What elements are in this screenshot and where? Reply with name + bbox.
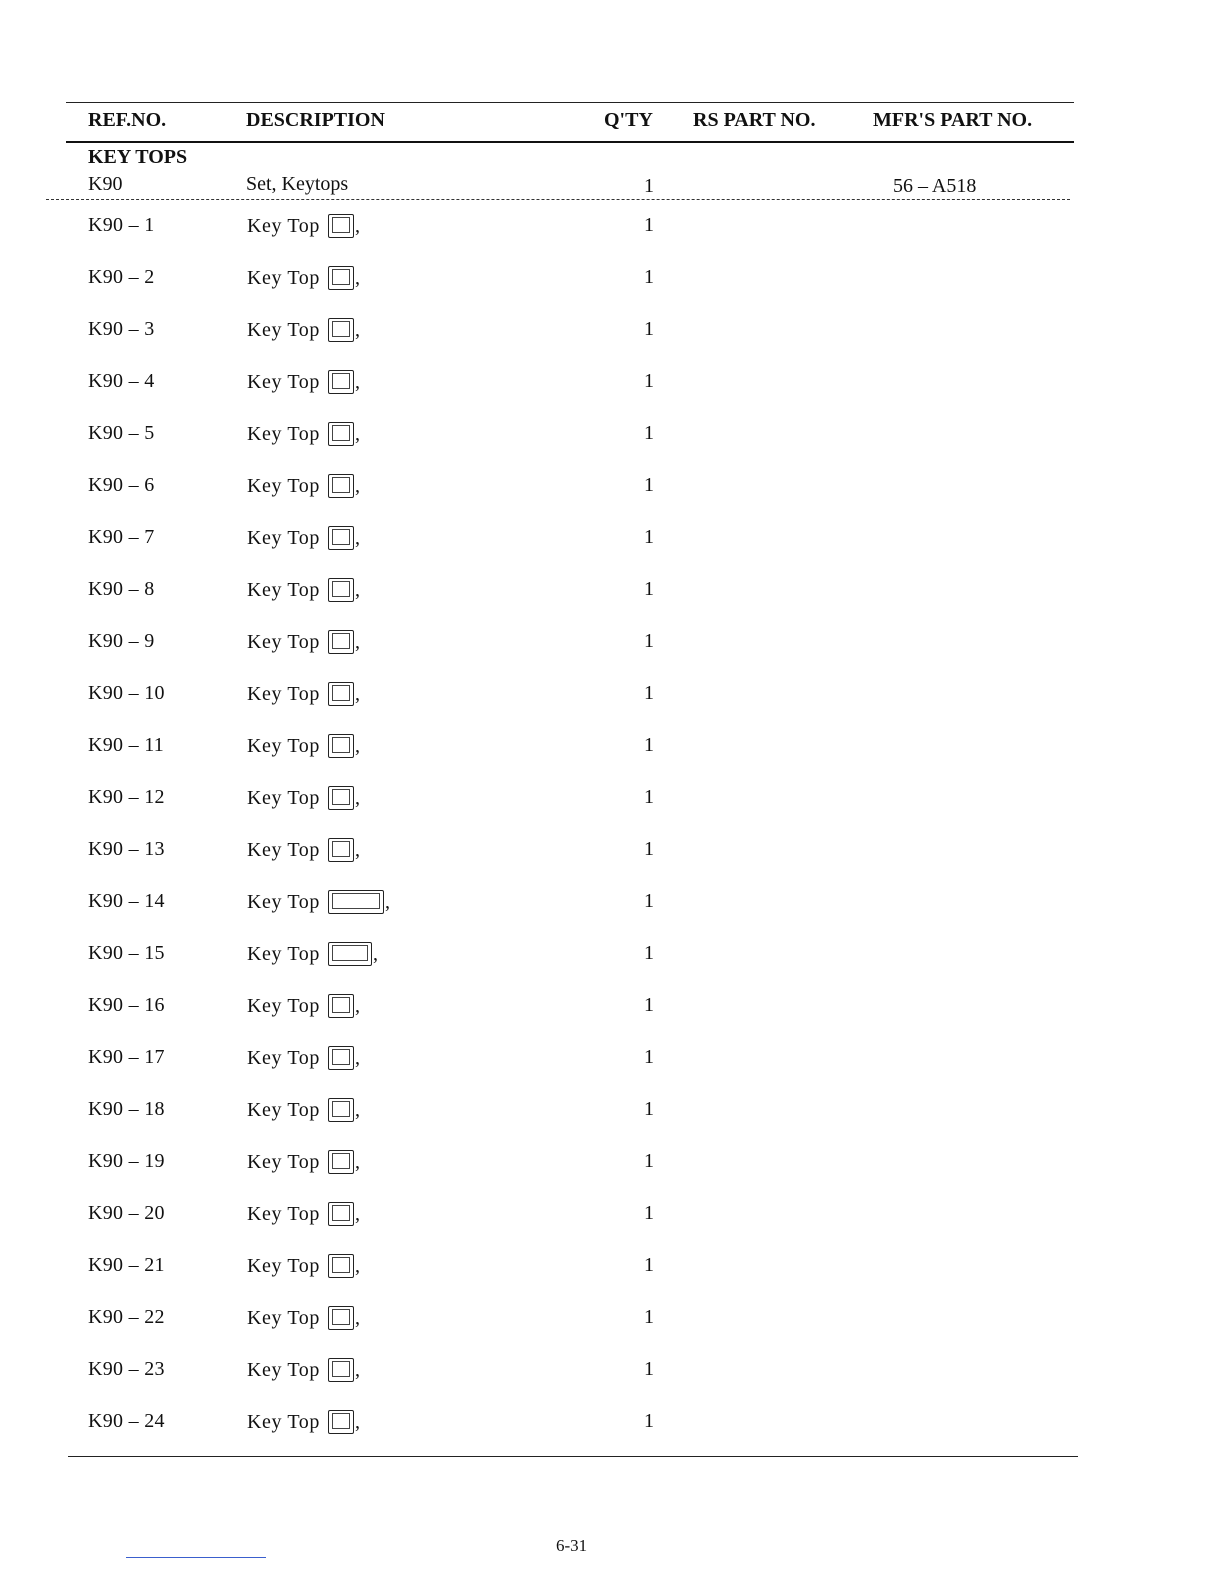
row-description <box>247 1150 361 1174</box>
row-description <box>247 1202 361 1226</box>
row-description-text: Key Top <box>247 838 320 861</box>
row-ref-no: K90 – 21 <box>88 1254 165 1276</box>
table-row <box>0 1098 1224 1150</box>
description-comma: , <box>354 578 361 601</box>
top-rule <box>66 102 1074 103</box>
parts-list <box>0 214 1224 1462</box>
row-description <box>247 682 361 706</box>
description-comma: , <box>354 1098 361 1121</box>
row-ref-no: K90 – 3 <box>88 318 155 340</box>
row-ref-no: K90 – 12 <box>88 786 165 808</box>
row-description-text: Key Top <box>247 1254 320 1277</box>
row-description-text: Key Top <box>247 1046 320 1069</box>
table-row <box>0 578 1224 630</box>
row-qty: 1 <box>644 1410 654 1432</box>
keycap-backspace-icon <box>328 890 384 914</box>
row-description <box>247 734 361 758</box>
section-title: KEY TOPS <box>88 146 188 168</box>
keycap-3-icon <box>328 370 354 394</box>
keycap-0-icon <box>328 734 354 758</box>
keycap-i-icon <box>328 1358 354 1382</box>
row-description <box>247 266 361 290</box>
description-comma: , <box>354 1202 361 1225</box>
description-comma: , <box>354 318 361 341</box>
table-row <box>0 942 1224 994</box>
row-qty: 1 <box>644 422 654 444</box>
row-ref-no: K90 – 23 <box>88 1358 165 1380</box>
bottom-rule <box>68 1456 1078 1457</box>
keycap-t-icon <box>328 1202 354 1226</box>
row-description-text: Key Top <box>247 422 320 445</box>
row-qty: 1 <box>644 214 654 236</box>
row-description-text: Key Top <box>247 734 320 757</box>
description-comma: , <box>354 1150 361 1173</box>
row-qty: 1 <box>644 1254 654 1276</box>
row-description <box>247 422 361 446</box>
description-comma: , <box>354 422 361 445</box>
header-mfr-part-no: MFR'S PART NO. <box>873 109 1033 131</box>
row-description-text: Key Top <box>247 630 320 653</box>
row-qty: 1 <box>644 890 654 912</box>
page-number: 6-31 <box>556 1536 588 1555</box>
description-comma: , <box>354 474 361 497</box>
keycap-e-icon <box>328 1098 354 1122</box>
row-ref-no: K90 – 13 <box>88 838 165 860</box>
row-description <box>247 890 391 914</box>
row-description-text: Key Top <box>247 1306 320 1329</box>
keycap-8-icon <box>328 630 354 654</box>
row-description-text: Key Top <box>247 994 320 1017</box>
description-comma: , <box>354 786 361 809</box>
row-qty: 1 <box>644 630 654 652</box>
keycap-1-icon <box>328 266 354 290</box>
header-rule <box>66 141 1074 143</box>
row-ref-no: K90 – 15 <box>88 942 165 964</box>
table-row <box>0 318 1224 370</box>
row-qty: 1 <box>644 578 654 600</box>
description-comma: , <box>354 370 361 393</box>
row-description <box>247 630 361 654</box>
row-description-text: Key Top <box>247 1098 320 1121</box>
row-description-text: Key Top <box>247 526 320 549</box>
row-qty: 1 <box>644 474 654 496</box>
row-description-text: Key Top <box>247 1410 320 1433</box>
keycap-2-icon <box>328 318 354 342</box>
keycap-w-icon <box>328 1046 354 1070</box>
table-row <box>0 266 1224 318</box>
row-description-text: Key Top <box>247 370 320 393</box>
table-row <box>0 838 1224 890</box>
header-qty: Q'TY <box>604 109 653 131</box>
table-row <box>0 214 1224 266</box>
row-description <box>247 214 361 238</box>
row-qty: 1 <box>644 1150 654 1172</box>
row-qty: 1 <box>644 526 654 548</box>
row-qty: 1 <box>644 370 654 392</box>
row-ref-no: K90 – 7 <box>88 526 155 548</box>
header-ref-no: REF.NO. <box>88 109 167 131</box>
keycap-q-icon <box>328 994 354 1018</box>
row-description-text: Key Top <box>247 318 320 341</box>
description-comma: , <box>354 1306 361 1329</box>
description-comma: , <box>354 994 361 1017</box>
table-row <box>0 1410 1224 1462</box>
row-ref-no: K90 – 20 <box>88 1202 165 1224</box>
table-row <box>0 786 1224 838</box>
row-description <box>247 1254 361 1278</box>
row-description <box>247 786 361 810</box>
row-ref-no: K90 – 24 <box>88 1410 165 1432</box>
row-qty: 1 <box>644 838 654 860</box>
row-description <box>247 838 361 862</box>
keycap-9-icon <box>328 682 354 706</box>
description-comma: , <box>354 1254 361 1277</box>
row-ref-no: K90 – 2 <box>88 266 155 288</box>
description-comma: , <box>354 734 361 757</box>
row-ref-no: K90 – 14 <box>88 890 165 912</box>
keycap-y-icon <box>328 1254 354 1278</box>
row-description <box>247 942 379 966</box>
description-comma: , <box>354 214 361 237</box>
set-mfr-part-no: 56 – A518 <box>893 175 977 197</box>
table-row <box>0 1254 1224 1306</box>
table-row <box>0 994 1224 1046</box>
keycap-7-icon <box>328 578 354 602</box>
row-description <box>247 1046 361 1070</box>
keycap-u-icon <box>328 1306 354 1330</box>
row-description <box>247 578 361 602</box>
table-row <box>0 1306 1224 1358</box>
keycap-5-icon <box>328 474 354 498</box>
keycap-equals-icon <box>328 838 354 862</box>
row-description-text: Key Top <box>247 474 320 497</box>
row-qty: 1 <box>644 266 654 288</box>
table-row <box>0 682 1224 734</box>
row-ref-no: K90 – 11 <box>88 734 165 756</box>
keycap-o-icon <box>328 1410 354 1434</box>
row-description <box>247 526 361 550</box>
row-qty: 1 <box>644 1306 654 1328</box>
row-description-text: Key Top <box>247 266 320 289</box>
table-row <box>0 1358 1224 1410</box>
table-row <box>0 1202 1224 1254</box>
row-ref-no: K90 – 9 <box>88 630 155 652</box>
set-description: Set, Keytops <box>246 173 349 195</box>
row-qty: 1 <box>644 682 654 704</box>
row-description <box>247 994 361 1018</box>
row-ref-no: K90 – 4 <box>88 370 155 392</box>
row-ref-no: K90 – 5 <box>88 422 155 444</box>
description-comma: , <box>354 1410 361 1433</box>
row-description-text: Key Top <box>247 1150 320 1173</box>
table-row <box>0 370 1224 422</box>
footer-line <box>126 1557 266 1558</box>
row-description <box>247 1306 361 1330</box>
keycap-4-icon <box>328 422 354 446</box>
row-description-text: Key Top <box>247 578 320 601</box>
row-qty: 1 <box>644 318 654 340</box>
row-ref-no: K90 – 16 <box>88 994 165 1016</box>
row-description <box>247 474 361 498</box>
row-ref-no: K90 – 6 <box>88 474 155 496</box>
row-description-text: Key Top <box>247 1358 320 1381</box>
keycap-minus-icon <box>328 786 354 810</box>
row-description-text: Key Top <box>247 786 320 809</box>
row-description-text: Key Top <box>247 1202 320 1225</box>
table-row <box>0 526 1224 578</box>
row-qty: 1 <box>644 786 654 808</box>
header-rs-part-no: RS PART NO. <box>693 109 816 131</box>
row-description <box>247 1410 361 1434</box>
table-row <box>0 422 1224 474</box>
header-description: DESCRIPTION <box>246 109 385 131</box>
description-comma: , <box>354 266 361 289</box>
row-ref-no: K90 – 18 <box>88 1098 165 1120</box>
row-description-text: Key Top <box>247 890 320 913</box>
description-comma: , <box>354 1358 361 1381</box>
row-ref-no: K90 – 22 <box>88 1306 165 1328</box>
keycap-tab-icon <box>328 942 372 966</box>
row-description <box>247 370 361 394</box>
description-comma: , <box>372 942 379 965</box>
row-ref-no: K90 – 10 <box>88 682 165 704</box>
set-qty: 1 <box>644 175 654 197</box>
keycap-6-icon <box>328 526 354 550</box>
row-description <box>247 1358 361 1382</box>
table-row <box>0 734 1224 786</box>
row-qty: 1 <box>644 942 654 964</box>
table-row <box>0 474 1224 526</box>
description-comma: , <box>354 630 361 653</box>
row-description-text: Key Top <box>247 214 320 237</box>
description-comma: , <box>354 838 361 861</box>
keycap-r-icon <box>328 1150 354 1174</box>
table-row <box>0 630 1224 682</box>
description-comma: , <box>354 526 361 549</box>
table-row <box>0 1046 1224 1098</box>
dashed-separator <box>46 199 1070 200</box>
row-qty: 1 <box>644 1098 654 1120</box>
table-row <box>0 890 1224 942</box>
row-description <box>247 1098 361 1122</box>
description-comma: , <box>354 682 361 705</box>
row-ref-no: K90 – 19 <box>88 1150 165 1172</box>
table-row <box>0 1150 1224 1202</box>
row-description <box>247 318 361 342</box>
row-ref-no: K90 – 8 <box>88 578 155 600</box>
description-comma: , <box>354 1046 361 1069</box>
row-qty: 1 <box>644 1046 654 1068</box>
row-qty: 1 <box>644 734 654 756</box>
row-qty: 1 <box>644 994 654 1016</box>
description-comma: , <box>384 890 391 913</box>
row-description-text: Key Top <box>247 682 320 705</box>
keycap-esc-icon <box>328 214 354 238</box>
row-qty: 1 <box>644 1358 654 1380</box>
row-ref-no: K90 – 1 <box>88 214 155 236</box>
set-ref-no: K90 <box>88 173 123 195</box>
row-description-text: Key Top <box>247 942 320 965</box>
row-ref-no: K90 – 17 <box>88 1046 165 1068</box>
row-qty: 1 <box>644 1202 654 1224</box>
